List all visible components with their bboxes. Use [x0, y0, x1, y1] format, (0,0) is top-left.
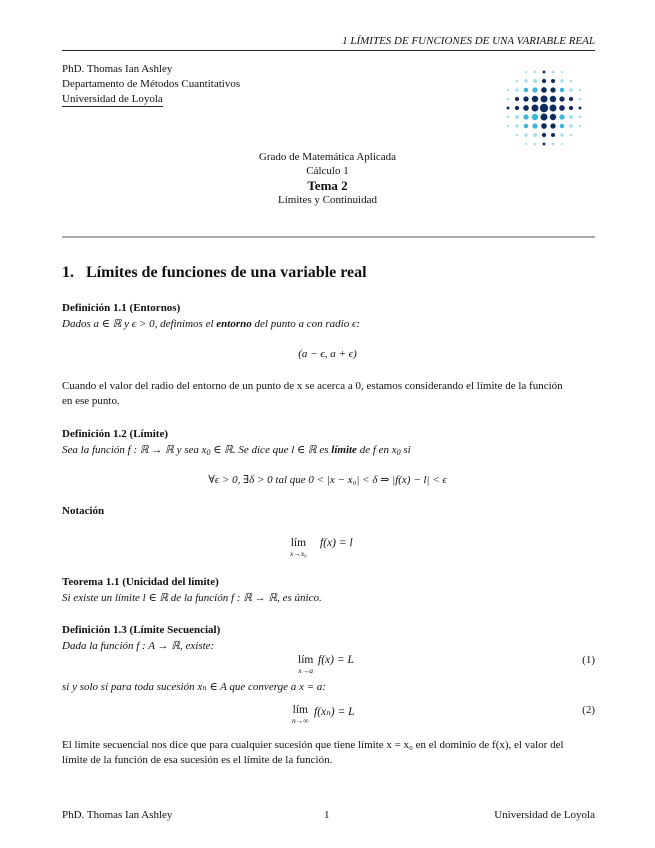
- logo-dot: [540, 113, 547, 120]
- topic-title: Tema 2: [307, 178, 348, 193]
- notation-heading: Notación: [62, 505, 105, 517]
- logo-dot: [550, 123, 555, 128]
- section-title: Límites de funciones de una variable real: [86, 264, 367, 281]
- eq2-lim-sub: n→∞: [292, 716, 309, 725]
- logo-dot: [543, 143, 546, 146]
- logo-dot: [560, 124, 565, 129]
- logo-dot: [507, 89, 509, 91]
- def2-text-a: Sea la función f : ℝ → ℝ y sea x: [62, 444, 207, 456]
- logo-dot: [523, 105, 529, 111]
- logo-dot: [507, 116, 510, 119]
- def2-formula: ∀ϵ > 0, ∃δ > 0 tal que 0 < |x − x₀| < δ ⇒ |f(x) − l| < ϵ: [208, 474, 447, 486]
- logo-dot: [569, 124, 572, 127]
- section-number: 1.: [62, 264, 74, 281]
- notation-expression: f(x) = l: [320, 537, 353, 549]
- degree-name: Grado de Matemática Aplicada: [258, 151, 397, 163]
- author-university: Universidad de Loyola: [62, 93, 163, 105]
- logo-dot: [525, 71, 527, 73]
- eq1-limit: [298, 654, 313, 675]
- logo-dot: [524, 124, 529, 129]
- def1-bold-term: entorno: [216, 318, 252, 330]
- logo-dot: [524, 133, 527, 136]
- def2-sub-c: 0: [396, 448, 401, 457]
- para2-line1: El límite secuencial nos dice que para cualquier sucesión que tiene límite x = x₀ en el dominio de f(x), el valor del: [62, 739, 564, 751]
- logo-dot: [550, 87, 555, 92]
- logo-dot: [552, 71, 555, 74]
- def3-mid-text: si y solo si para toda sucesión xₙ ∈ A que converge a x = a:: [62, 681, 326, 693]
- logo-dot: [516, 134, 519, 137]
- logo-dot: [524, 79, 527, 82]
- logo-dot: [534, 71, 537, 74]
- eq2-lim-word: lím: [292, 704, 308, 716]
- thm1-text: Si existe un límite l ∈ ℝ de la función f : ℝ → ℝ, es único.: [62, 592, 322, 604]
- logo-dot: [532, 123, 537, 128]
- logo-dot: [569, 115, 573, 119]
- footer-university: Universidad de Loyola: [494, 809, 595, 821]
- logo-dot: [531, 104, 538, 111]
- eq2-expression: f(xₙ) = L: [314, 706, 355, 718]
- logo-dot: [532, 114, 538, 120]
- def2-heading: Definición 1.2 (Límite): [62, 428, 169, 440]
- header-rule: [62, 50, 595, 51]
- def1-text: [62, 317, 360, 330]
- logo-dot: [579, 125, 581, 127]
- logo-dot: [542, 79, 546, 83]
- logo-dot: [507, 98, 510, 101]
- logo-dot: [515, 97, 519, 101]
- logo-dots-graphic: [498, 62, 590, 154]
- eq2-limit: [292, 704, 309, 725]
- logo-dot: [541, 123, 547, 129]
- logo-dot: [579, 98, 582, 101]
- logo-dot: [560, 88, 565, 93]
- def1-heading: Definición 1.1 (Entornos): [62, 302, 181, 314]
- def1-text-b: del punto a con radio ϵ:: [251, 318, 361, 330]
- logo-dot: [569, 88, 572, 91]
- logo-dot: [515, 115, 519, 119]
- eq1-lim-sub: x→a: [298, 666, 313, 675]
- logo-dot: [551, 133, 555, 137]
- logo-dot: [515, 88, 518, 91]
- para1-line1: Cuando el valor del radio del entorno de un punto de x se acerca a 0, estamos considerando el límite de la función: [62, 380, 563, 392]
- def2-text-b: ∈ ℝ. Se dice que l ∈ ℝ es: [210, 444, 332, 456]
- logo-dot: [543, 71, 546, 74]
- logo-dot: [532, 87, 537, 92]
- def3-text: Dada la función f : A → ℝ, existe:: [62, 640, 215, 652]
- logo-dot: [550, 96, 556, 102]
- logo-dot: [532, 96, 538, 102]
- logo-dot: [541, 87, 547, 93]
- course-name: Cálculo 1: [306, 165, 349, 177]
- logo-dot: [515, 106, 519, 110]
- running-header: 1 LÍMITES DE FUNCIONES DE UNA VARIABLE REAL: [342, 35, 595, 47]
- logo-dot: [516, 80, 519, 83]
- logo-dot: [534, 143, 537, 146]
- logo-dot: [542, 133, 546, 137]
- def2-bold-term: límite: [331, 444, 357, 456]
- logo-dot: [550, 114, 556, 120]
- def2-sub-a: 0: [206, 448, 211, 457]
- logo-dot: [523, 96, 528, 101]
- logo-dot: [570, 80, 573, 83]
- topic-subtitle: Límites y Continuidad: [278, 194, 377, 206]
- logo-dot: [561, 71, 563, 73]
- section-heading: [62, 264, 367, 282]
- logo-dot: [540, 104, 548, 112]
- logo-dot: [515, 124, 518, 127]
- def2-text: [62, 443, 411, 457]
- para2-line2: límite de la función de esa sucesión es el límite de la función.: [62, 754, 333, 766]
- logo-dot: [570, 134, 573, 137]
- logo-dot: [560, 79, 563, 82]
- logo-dot: [579, 116, 582, 119]
- notation-lim-word: lím: [290, 537, 307, 549]
- logo-dot: [561, 143, 563, 145]
- logo-dot: [559, 96, 564, 101]
- logo-dot: [551, 79, 555, 83]
- para1-line2: en ese punto.: [62, 395, 120, 407]
- logo-dot: [507, 125, 509, 127]
- logo-dot: [523, 114, 528, 119]
- author-name: PhD. Thomas Ian Ashley: [62, 63, 173, 75]
- author-department: Departamento de Métodos Cuantitativos: [62, 78, 241, 90]
- footer-page-number: 1: [324, 809, 330, 821]
- footer-author: PhD. Thomas Ian Ashley: [62, 809, 173, 821]
- logo-dot: [507, 107, 510, 110]
- logo-dot: [552, 143, 555, 146]
- def1-text-a: Dados a ∈ ℝ y ϵ > 0, definimos el: [62, 318, 217, 330]
- eq1-lim-word: lím: [298, 654, 314, 666]
- logo-dot: [559, 105, 565, 111]
- logo-dot: [559, 114, 564, 119]
- logo-dot: [569, 97, 573, 101]
- title-rule: [62, 236, 595, 238]
- def2-text-c: de f en x: [356, 444, 397, 456]
- def1-formula: (a − ϵ, a + ϵ): [298, 348, 357, 360]
- logo-dot: [569, 106, 573, 110]
- logo-dot: [525, 143, 527, 145]
- logo-dot: [549, 104, 556, 111]
- def3-heading: Definición 1.3 (Límite Secuencial): [62, 624, 221, 636]
- logo-dot: [560, 133, 563, 136]
- eq1-tag: (1): [582, 654, 595, 666]
- eq1-expression: f(x) = L: [318, 654, 354, 666]
- eq2-tag: (2): [582, 704, 595, 716]
- logo-dot: [524, 88, 529, 93]
- logo-dot: [579, 107, 582, 110]
- notation-lim-sub: x→x₀: [290, 549, 307, 558]
- logo-dot: [540, 95, 547, 102]
- thm1-heading: Teorema 1.1 (Unicidad del límite): [62, 576, 219, 588]
- university-logo-icon: [498, 62, 590, 154]
- def2-text-d: si: [400, 444, 411, 456]
- notation-limit: [290, 537, 307, 558]
- logo-dot: [533, 79, 537, 83]
- logo-dot: [533, 133, 537, 137]
- logo-dot: [579, 89, 581, 91]
